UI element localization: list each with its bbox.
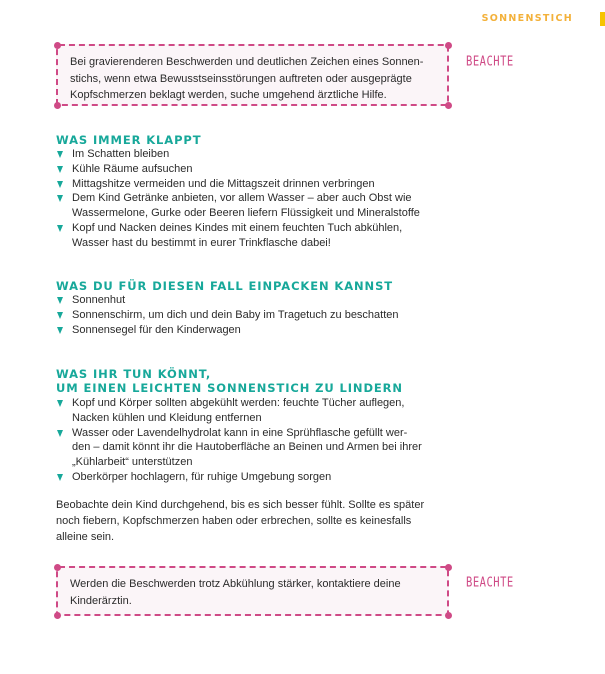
heart-bullet-icon <box>57 327 63 334</box>
list-item: Dem Kind Getränke anbieten, vor allem Wasser – aber auch Obst wie Wassermelone, Gurke oder Beeren liefern Flüssigkeit und Mineralstoffe <box>56 191 456 221</box>
heading-line: WAS IHR TUN KÖNNT, <box>56 367 212 381</box>
heading-line: UM EINEN LEICHTEN SONNENSTICH ZU LINDERN <box>56 381 403 395</box>
list-always <box>56 147 456 251</box>
note-text <box>70 576 435 609</box>
list-item: Oberkörper hochlagern, für ruhige Umgebung sorgen <box>56 470 449 485</box>
note-corner-dot <box>445 102 452 109</box>
note-corner-dot <box>54 42 61 49</box>
heart-bullet-icon <box>57 312 63 319</box>
corner-marker <box>600 12 605 26</box>
note-line: stichs, wenn etwa Bewusstseinsstörungen auftreten oder ausgeprägte <box>70 72 412 85</box>
heart-bullet-icon <box>57 474 63 481</box>
note-line: Kopfschmerzen beklagt werden, suche umgehend ärztliche Hilfe. <box>70 89 387 101</box>
list-item: Kopf und Körper sollten abgekühlt werden: feuchte Tücher auflegen, Nacken kühlen und Kleidung entfernen <box>56 396 449 426</box>
note-corner-dot <box>54 564 61 571</box>
heart-bullet-icon <box>57 181 63 188</box>
list-relief <box>56 396 449 485</box>
heart-bullet-icon <box>57 225 63 232</box>
note-label-top: BEACHTE <box>466 54 514 69</box>
note-corner-dot <box>445 42 452 49</box>
heart-bullet-icon <box>57 297 63 304</box>
paragraph-line: Beobachte dein Kind durchgehend, bis es sich besser fühlt. Sollte es später <box>56 499 425 511</box>
list-item: Mittagshitze vermeiden und die Mittagszeit drinnen verbringen <box>56 177 456 192</box>
note-corner-dot <box>445 612 452 619</box>
list-item: Wasser oder Lavendelhydrolat kann in eine Sprühflasche gefüllt wer- den – damit könnt ihr die Hautoberfläche an Beinen und Armen bei ihrer „Kühlarbeit“ unterstützen <box>56 426 449 470</box>
heart-bullet-icon <box>57 151 63 158</box>
heart-bullet-icon <box>57 430 63 437</box>
list-item: Sonnenschirm, um dich und dein Baby im Tragetuch zu beschatten <box>56 308 456 323</box>
section-heading-relief <box>56 367 403 395</box>
section-heading-pack: WAS DU FÜR DIESEN FALL EINPACKEN KANNST <box>56 279 393 293</box>
list-pack <box>56 293 456 337</box>
note-line: Bei gravierenderen Beschwerden und deutlichen Zeichen eines Sonnen- <box>70 56 424 68</box>
body-paragraph <box>56 497 449 545</box>
note-box-bottom <box>56 566 449 616</box>
note-text <box>70 54 435 104</box>
note-corner-dot <box>445 564 452 571</box>
list-item: Sonnensegel für den Kinderwagen <box>56 323 456 338</box>
list-item: Sonnenhut <box>56 293 456 308</box>
section-heading-always: WAS IMMER KLAPPT <box>56 133 202 147</box>
heart-bullet-icon <box>57 166 63 173</box>
note-corner-dot <box>54 612 61 619</box>
note-label-bottom: BEACHTE <box>466 575 514 590</box>
running-title: SONNENSTICH <box>481 13 573 24</box>
heart-bullet-icon <box>57 400 63 407</box>
list-item: Im Schatten bleiben <box>56 147 456 162</box>
note-line: Werden die Beschwerden trotz Abkühlung stärker, kontaktiere deine <box>70 578 401 590</box>
note-line: Kinderärztin. <box>70 594 132 607</box>
paragraph-line: noch fiebern, Kopfschmerzen haben oder erbrechen, sollte es keinesfalls <box>56 515 412 527</box>
note-corner-dot <box>54 102 61 109</box>
list-item: Kühle Räume aufsuchen <box>56 162 456 177</box>
list-item: Kopf und Nacken deines Kindes mit einem feuchten Tuch abkühlen, Wasser hast du bestimmt in eurer Trinkflasche dabei! <box>56 221 456 251</box>
heart-bullet-icon <box>57 195 63 202</box>
note-box-top <box>56 44 449 106</box>
paragraph-line: alleine sein. <box>56 531 115 543</box>
